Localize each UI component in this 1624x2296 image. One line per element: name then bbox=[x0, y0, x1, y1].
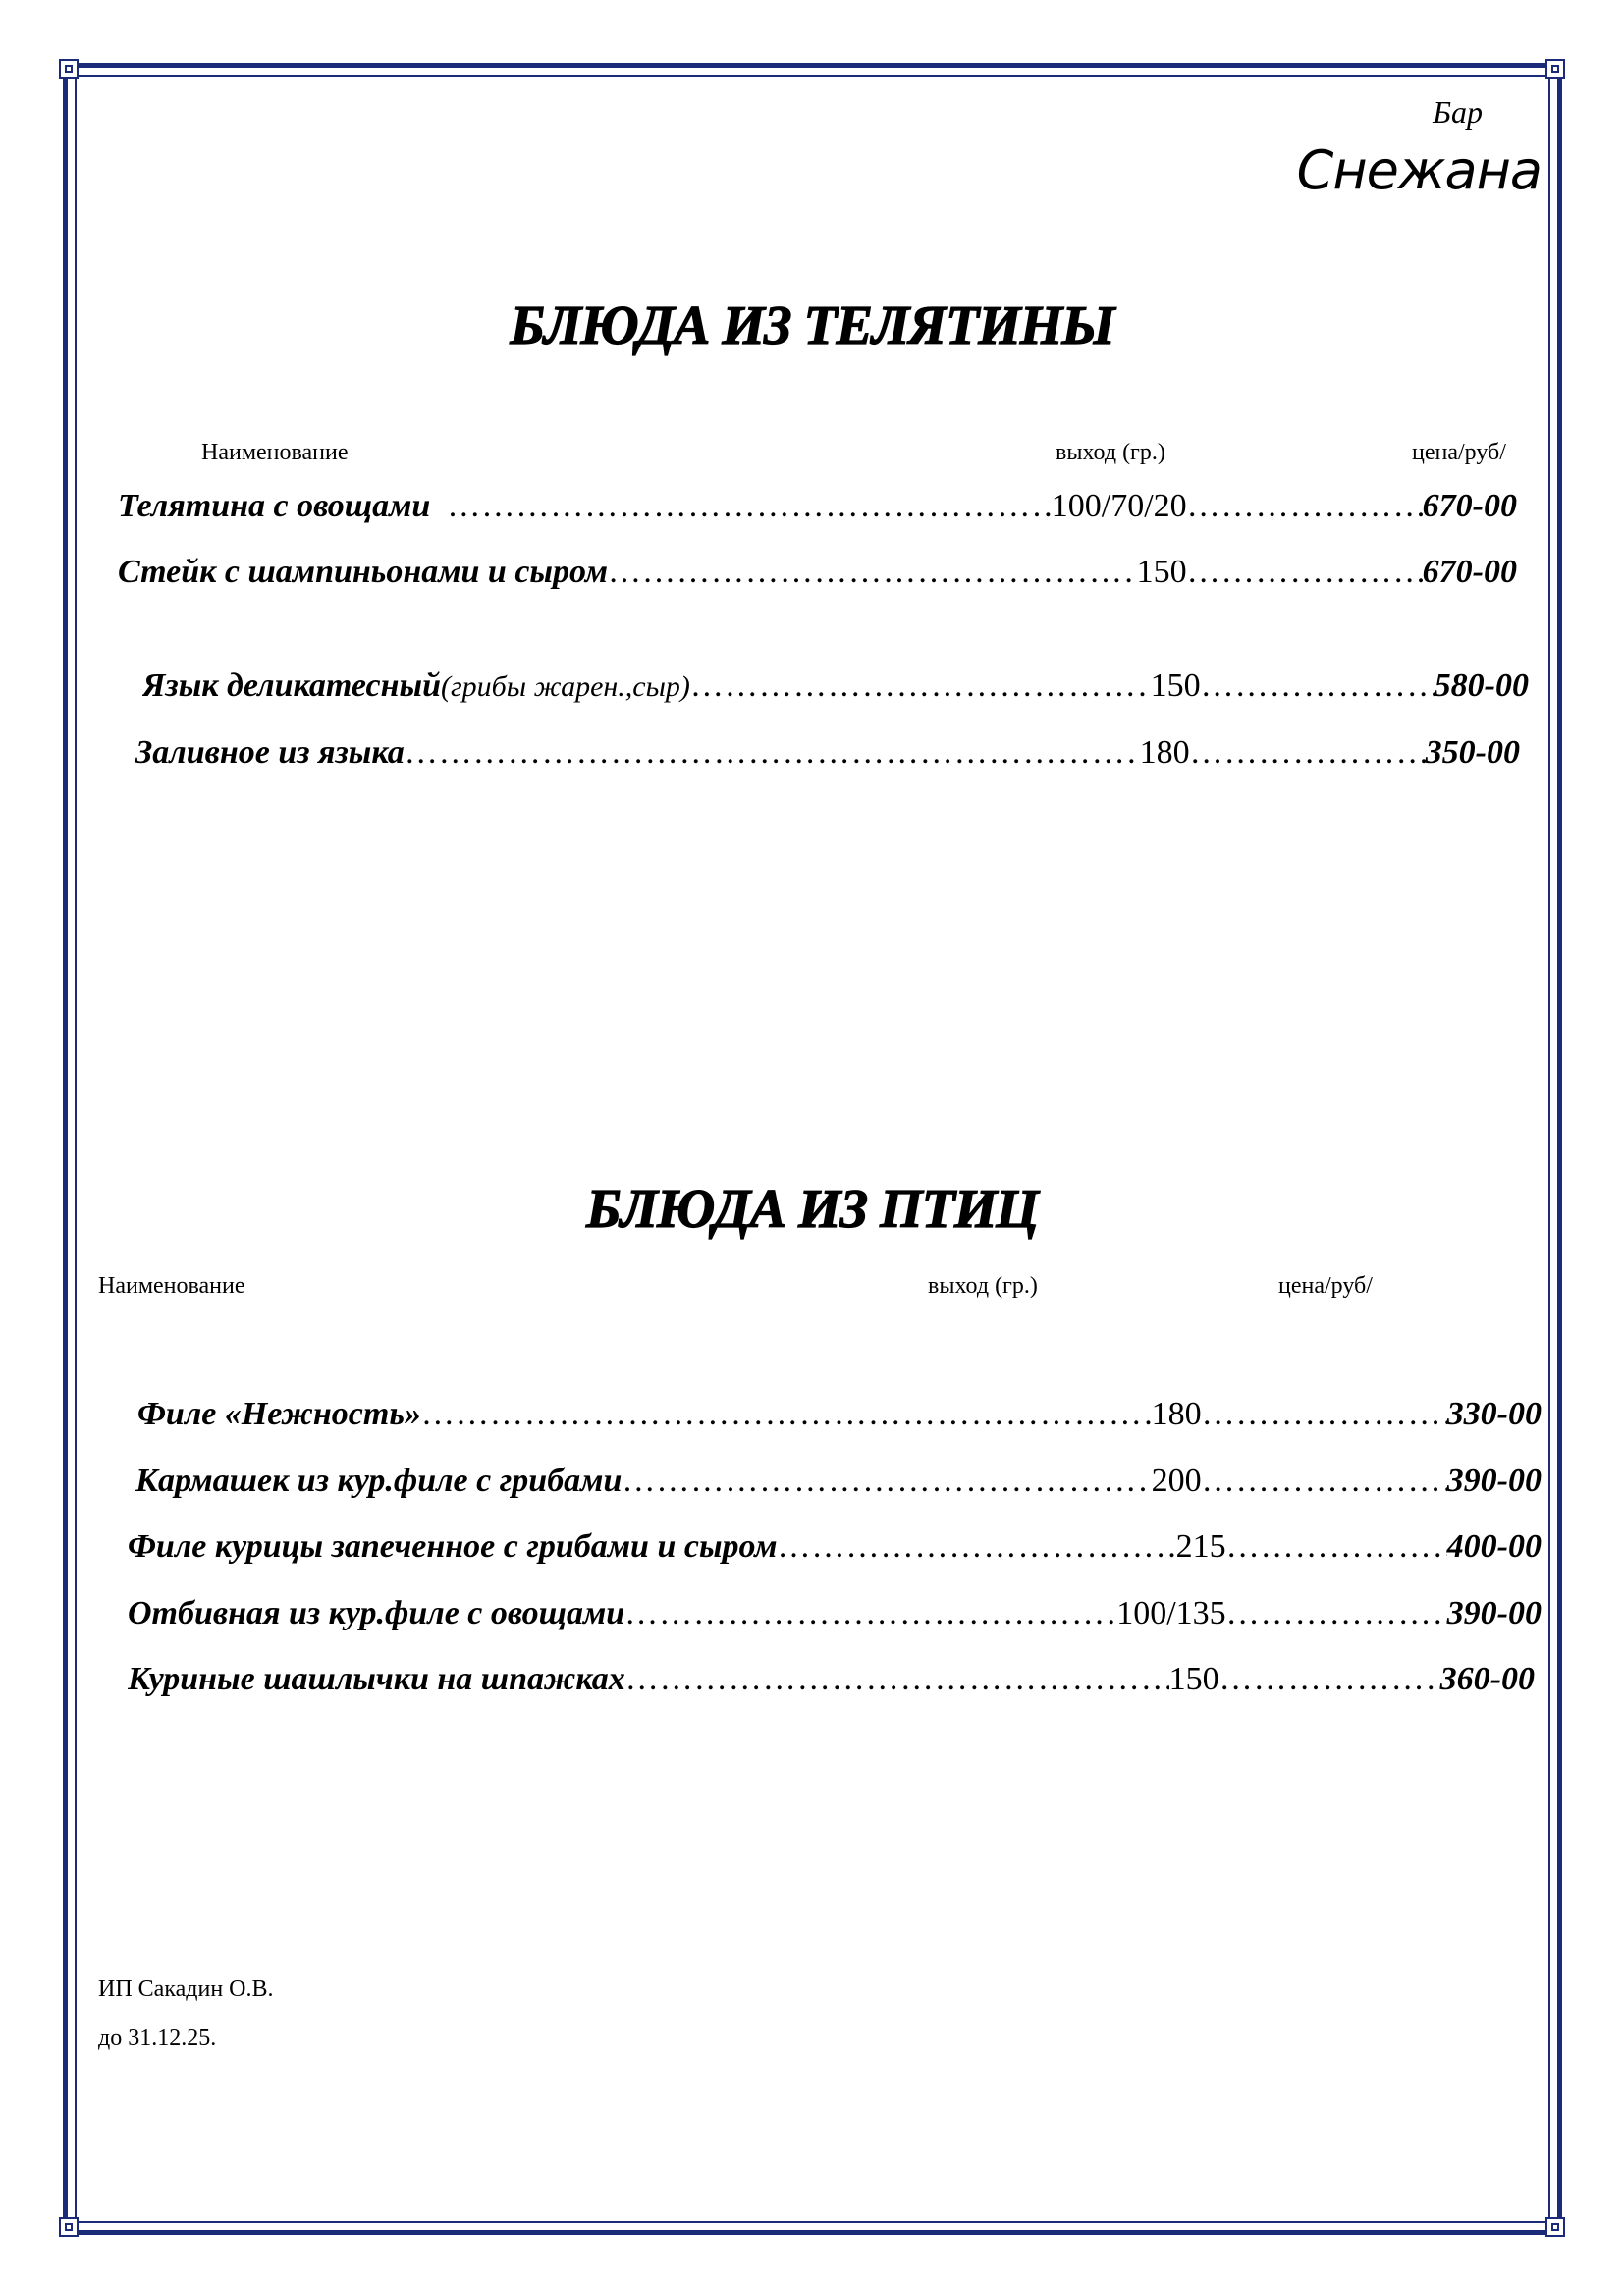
menu-item bbox=[128, 1595, 1542, 1632]
leader-dots bbox=[1202, 1463, 1447, 1500]
item-name: Заливное из языка bbox=[135, 734, 405, 771]
item-output: 100/135 bbox=[1116, 1595, 1226, 1631]
menu-item bbox=[128, 1528, 1542, 1566]
item-output: 100/70/20 bbox=[1051, 488, 1187, 524]
item-output: 215 bbox=[1175, 1528, 1226, 1565]
item-price: 670-00 bbox=[1422, 488, 1517, 524]
item-name: Отбивная из кур.филе с овощами bbox=[128, 1595, 625, 1631]
leader-dots bbox=[608, 554, 1137, 591]
item-output: 200 bbox=[1151, 1463, 1202, 1499]
column-header-price: цена/руб/ bbox=[1412, 440, 1506, 465]
item-name: Телятина с овощами bbox=[118, 488, 431, 524]
brand-name: Снежана bbox=[1296, 139, 1542, 201]
item-price: 390-00 bbox=[1446, 1595, 1542, 1631]
section-title-poultry: БЛЮДА ИЗ ПТИЦ bbox=[586, 1179, 1038, 1240]
leader-dots bbox=[1201, 667, 1435, 705]
menu-item bbox=[135, 734, 1520, 772]
item-name: Филе «Нежность» bbox=[137, 1396, 421, 1432]
item-price: 360-00 bbox=[1439, 1661, 1535, 1697]
leader-dots bbox=[690, 667, 1151, 705]
brand-prefix: Бар bbox=[1433, 94, 1483, 130]
footer-owner: ИП Сакадин О.В. bbox=[98, 1976, 274, 2002]
menu-item bbox=[135, 1463, 1542, 1500]
page-border-inner bbox=[75, 75, 1550, 2223]
leader-dots bbox=[1219, 1661, 1440, 1698]
leader-dots bbox=[1226, 1595, 1447, 1632]
item-price: 580-00 bbox=[1434, 667, 1529, 704]
leader-dots bbox=[778, 1528, 1176, 1566]
corner-ornament bbox=[59, 59, 79, 79]
item-output: 150 bbox=[1136, 554, 1187, 590]
item-price: 330-00 bbox=[1446, 1396, 1542, 1432]
item-name: Язык деликатесный bbox=[142, 667, 441, 704]
menu-item bbox=[142, 667, 1529, 705]
item-price: 400-00 bbox=[1446, 1528, 1542, 1565]
item-price: 390-00 bbox=[1446, 1463, 1542, 1499]
leader-dots bbox=[1190, 734, 1426, 772]
item-output: 180 bbox=[1139, 734, 1190, 771]
leader-dots bbox=[1226, 1528, 1447, 1566]
corner-ornament bbox=[1545, 59, 1565, 79]
menu-item bbox=[118, 554, 1517, 591]
item-name: Кармашек из кур.филе с грибами bbox=[135, 1463, 623, 1499]
leader-dots bbox=[421, 1396, 1152, 1433]
corner-ornament bbox=[59, 2217, 79, 2237]
item-name: Филе курицы запеченное с грибами и сыром bbox=[128, 1528, 778, 1565]
section-title-veal: БЛЮДА ИЗ ТЕЛЯТИНЫ bbox=[510, 295, 1114, 356]
column-header-output: выход (гр.) bbox=[1056, 440, 1165, 465]
footer-validity: до 31.12.25. bbox=[98, 2025, 217, 2051]
menu-item bbox=[128, 1661, 1535, 1698]
item-output: 150 bbox=[1150, 667, 1201, 704]
leader-dots bbox=[447, 488, 1051, 525]
leader-dots bbox=[625, 1661, 1169, 1698]
leader-dots bbox=[624, 1595, 1116, 1632]
column-header-name: Наименование bbox=[201, 440, 349, 465]
column-header-price: цена/руб/ bbox=[1278, 1273, 1373, 1299]
corner-ornament bbox=[1545, 2217, 1565, 2237]
item-output: 180 bbox=[1151, 1396, 1202, 1432]
leader-dots bbox=[1187, 488, 1423, 525]
item-name: Куриные шашлычки на шпажках bbox=[128, 1661, 625, 1697]
column-header-name: Наименование bbox=[98, 1273, 245, 1299]
leader-dots bbox=[1202, 1396, 1447, 1433]
column-header-output: выход (гр.) bbox=[928, 1273, 1038, 1299]
leader-dots bbox=[1187, 554, 1423, 591]
leader-dots bbox=[622, 1463, 1151, 1500]
item-price: 350-00 bbox=[1425, 734, 1520, 771]
item-output: 150 bbox=[1168, 1661, 1219, 1697]
menu-item bbox=[118, 488, 1517, 525]
item-note: (грибы жарен.,сыр) bbox=[440, 670, 690, 703]
item-name: Стейк с шампиньонами и сыром bbox=[118, 554, 608, 590]
leader-dots bbox=[405, 734, 1140, 772]
menu-item bbox=[137, 1396, 1542, 1433]
item-price: 670-00 bbox=[1422, 554, 1517, 590]
